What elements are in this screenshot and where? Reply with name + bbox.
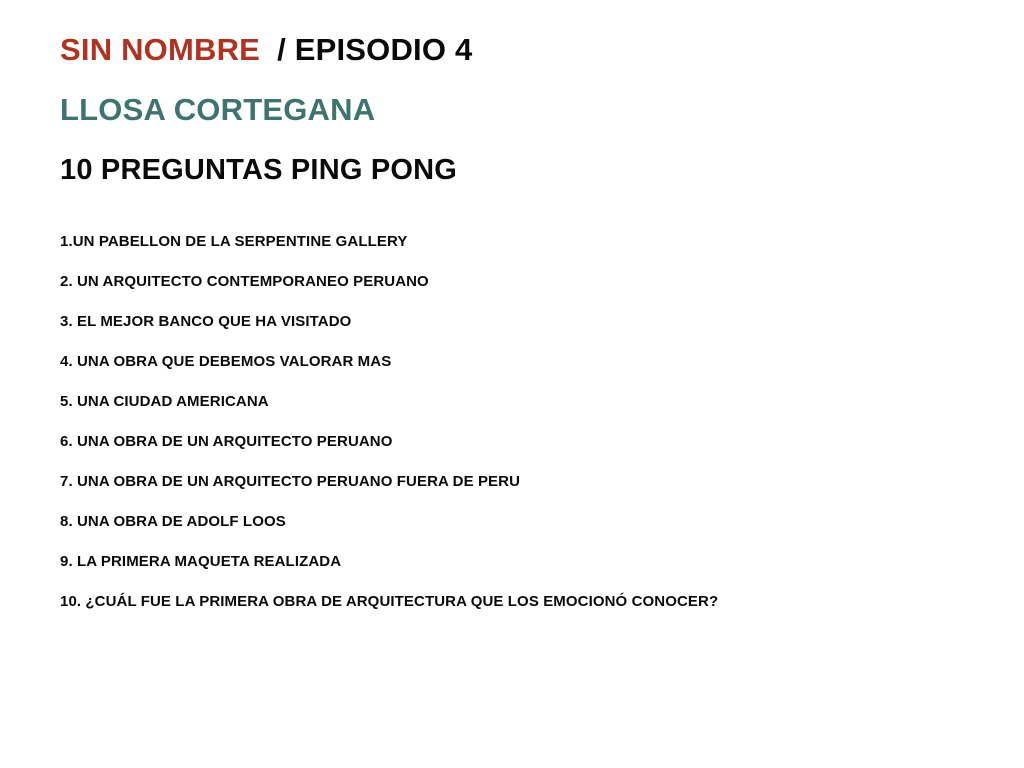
question-item: 9. LA PRIMERA MAQUETA REALIZADA (60, 553, 342, 570)
slide-title (60, 34, 984, 65)
question-item: 2. UN ARQUITECTO CONTEMPORANEO PERUANO (60, 273, 429, 290)
question-item: 1.UN PABELLON DE LA SERPENTINE GALLERY (60, 233, 408, 250)
question-item: 10. ¿CUÁL FUE LA PRIMERA OBRA DE ARQUITECTURA QUE LOS EMOCIONÓ CONOCER? (60, 593, 719, 610)
question-item: 3. EL MEJOR BANCO QUE HA VISITADO (60, 313, 352, 330)
question-item: 7. UNA OBRA DE UN ARQUITECTO PERUANO FUERA DE PERU (60, 473, 521, 490)
question-item: 6. UNA OBRA DE UN ARQUITECTO PERUANO (60, 433, 393, 450)
question-item: 4. UNA OBRA QUE DEBEMOS VALORAR MAS (60, 353, 392, 370)
show-name-text: SIN NOMBRE (60, 32, 261, 67)
questions-list (60, 234, 984, 609)
slide-subtitle: 10 PREGUNTAS PING PONG (60, 154, 458, 186)
episode-text: / EPISODIO 4 (277, 32, 473, 67)
question-item: 5. UNA CIUDAD AMERICANA (60, 393, 269, 410)
guest-name: LLOSA CORTEGANA (60, 92, 376, 127)
question-item: 8. UNA OBRA DE ADOLF LOOS (60, 513, 286, 530)
